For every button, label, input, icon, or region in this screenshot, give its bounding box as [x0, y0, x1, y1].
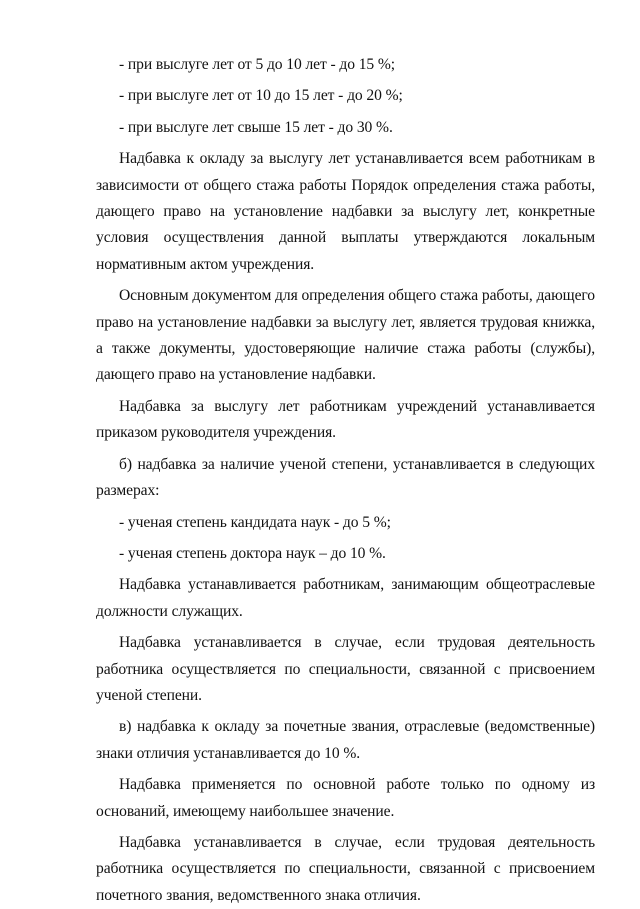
paragraph: [96, 394, 595, 447]
bullet-item: - ученая степень кандидата наук - до 5 %;: [119, 513, 391, 531]
bullet-item: - при выслуге лет свыше 15 лет - до 30 %.: [119, 118, 393, 136]
paragraph-text: Надбавка применяется по основной работе только по одному из оснований, имеющему наибольшее значение.: [96, 776, 595, 820]
paragraph: [96, 830, 595, 909]
paragraph-text: Надбавка устанавливается работникам, занимающим общеотраслевые должности служащих.: [96, 576, 595, 620]
paragraph-text: Надбавка к окладу за выслугу лет устанавливается всем работникам в зависимости от общего стажа работы Порядок определения стажа работы, дающего право на установление надбавки за выслугу лет, конкретные условия осуществления данной выплаты утверждаются локальным нормативным актом учреждения.: [96, 150, 595, 273]
paragraph: [96, 714, 595, 767]
bullet-item: - при выслуге лет от 10 до 15 лет - до 20 %;: [119, 87, 403, 105]
paragraph-text: Основным документом для определения общего стажа работы, дающего право на установление надбавки за выслугу лет, является трудовая книжка, а также документы, удостоверяющие наличие стажа работы (службы), дающего право на установление надбавки.: [96, 287, 595, 384]
paragraph-text: в) надбавка к окладу за почетные звания, отраслевые (ведомственные) знаки отличия устанавливается до 10 %.: [96, 718, 595, 762]
paragraph: [96, 630, 595, 709]
paragraph-text: Надбавка устанавливается в случае, если трудовая деятельность работника осуществляется по специальности, связанной с присвоением ученой степени.: [96, 634, 595, 704]
paragraph: [96, 572, 595, 625]
paragraph-text: б) надбавка за наличие ученой степени, устанавливается в следующих размерах:: [96, 455, 595, 500]
paragraph: [96, 772, 595, 825]
paragraph-text: Надбавка за выслугу лет работникам учреждений устанавливается приказом руководителя учреждения.: [96, 397, 595, 442]
bullet-item: - при выслуге лет от 5 до 10 лет - до 15 %;: [119, 56, 396, 73]
document-body: [96, 52, 595, 909]
paragraph: [96, 146, 595, 278]
paragraph-text: Надбавка устанавливается в случае, если трудовая деятельность работника осуществляется по специальности, связанной с присвоением почетного звания, ведомственного знака отличия.: [96, 833, 595, 904]
paragraph: [96, 452, 595, 505]
bullet-item: - ученая степень доктора наук – до 10 %.: [119, 544, 386, 562]
paragraph: [96, 283, 595, 389]
